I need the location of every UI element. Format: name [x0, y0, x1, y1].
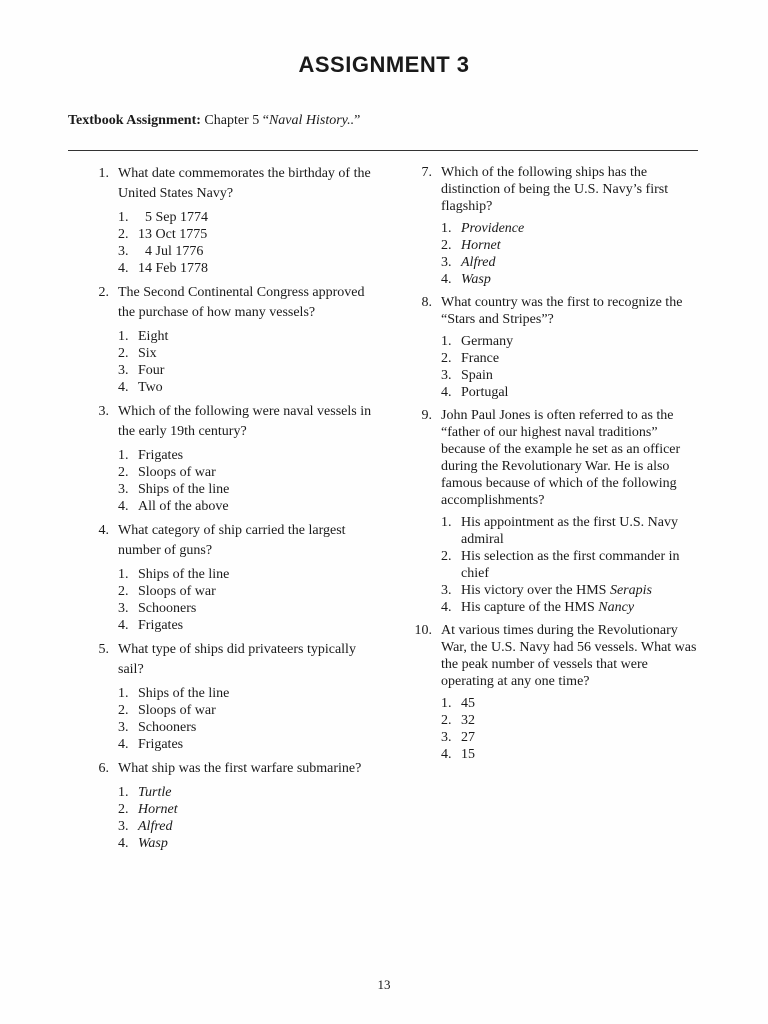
option-text-main: Ships of the line [138, 482, 230, 497]
answer-options [441, 333, 702, 401]
question-stem [87, 521, 377, 561]
question-stem [87, 759, 377, 779]
option-text-main: Frigates [138, 737, 184, 752]
answer-option [441, 333, 702, 350]
option-text-main: Spain [461, 368, 493, 383]
question-item [87, 283, 377, 396]
answer-option [441, 729, 702, 746]
answer-options [118, 566, 377, 634]
answer-option [118, 464, 377, 481]
left-column [87, 164, 377, 858]
option-number: 2. [441, 713, 452, 728]
option-text-italic: Serapis [609, 583, 652, 598]
option-text [461, 746, 475, 763]
option-number: 1. [441, 696, 452, 711]
option-text-main: Two [138, 380, 163, 395]
answer-option [441, 367, 702, 384]
answer-option [118, 260, 377, 277]
option-text-main: 27 [461, 730, 475, 745]
option-number: 4. [118, 618, 129, 633]
answer-option [441, 548, 702, 582]
option-number: 1. [441, 334, 452, 349]
option-text [138, 209, 208, 226]
option-number: 2. [441, 238, 452, 253]
answer-options [441, 695, 702, 763]
answer-options [118, 328, 377, 396]
answer-option [118, 801, 377, 818]
option-text [138, 818, 172, 835]
question-stem [87, 402, 377, 442]
question-text: What date commemorates the birthday of the United States Navy? [118, 166, 371, 201]
option-text-main: Wasp [461, 272, 491, 287]
option-number: 4. [441, 747, 452, 762]
answer-option [118, 566, 377, 583]
option-text [461, 271, 491, 288]
option-text-main: Alfred [138, 819, 173, 834]
question-item [87, 402, 377, 515]
answer-options [118, 784, 377, 852]
question-stem [87, 283, 377, 323]
answer-option [441, 254, 702, 271]
answer-option [118, 243, 377, 260]
question-text: What country was the first to recognize the “Stars and Stripes”? [441, 295, 683, 327]
option-number: 4. [118, 836, 129, 851]
option-number: 3. [118, 363, 129, 378]
option-text [461, 367, 493, 384]
answer-option [118, 209, 377, 226]
option-text [138, 379, 163, 396]
question-number: 9. [421, 408, 432, 423]
option-text [461, 582, 652, 599]
answer-option [441, 582, 702, 599]
answer-option [441, 712, 702, 729]
answer-options [118, 685, 377, 753]
question-text: Which of the following ships has the distinction of being the U.S. Navy’s first flagship? [441, 165, 669, 214]
answer-options [441, 514, 702, 616]
answer-option [441, 746, 702, 763]
option-text [138, 498, 229, 515]
option-text-main: Ships of the line [138, 567, 230, 582]
option-text-main: 45 [461, 696, 475, 711]
option-text-main: Frigates [138, 618, 184, 633]
option-number: 1. [118, 210, 129, 225]
answer-option [118, 481, 377, 498]
option-number: 3. [118, 819, 129, 834]
option-number: 2. [118, 227, 129, 242]
option-number: 1. [441, 221, 452, 236]
question-number: 4. [98, 523, 109, 538]
option-text-main: Schooners [138, 720, 197, 735]
question-text: What ship was the first warfare submarine? [118, 761, 362, 776]
question-stem [87, 640, 377, 680]
option-text [138, 583, 216, 600]
question-item [87, 759, 377, 852]
answer-option [118, 818, 377, 835]
question-item [410, 294, 702, 401]
option-number: 4. [441, 600, 452, 615]
option-text [138, 260, 208, 277]
option-text-main: All of the above [138, 499, 229, 514]
option-number: 2. [118, 802, 129, 817]
option-number: 3. [441, 730, 452, 745]
option-number: 1. [118, 448, 129, 463]
question-stem [410, 294, 702, 328]
question-text: What type of ships did privateers typically sail? [118, 642, 356, 677]
option-text [461, 599, 634, 616]
option-text-main: His selection as the first commander in chief [461, 549, 683, 581]
option-text-main: Hornet [461, 238, 501, 253]
option-text [138, 464, 216, 481]
question-number: 7. [421, 165, 432, 180]
page-title: ASSIGNMENT 3 [298, 52, 470, 77]
option-text-main: Turtle [138, 785, 172, 800]
option-text [138, 685, 229, 702]
option-text [138, 566, 229, 583]
question-number: 8. [421, 295, 432, 310]
answer-option [118, 835, 377, 852]
option-number: 4. [118, 380, 129, 395]
question-item [87, 164, 377, 277]
option-number: 1. [118, 785, 129, 800]
option-text [138, 481, 229, 498]
answer-option [441, 220, 702, 237]
option-text [138, 784, 171, 801]
option-number: 4. [118, 737, 129, 752]
option-text [138, 447, 183, 464]
option-text-main: 5 Sep 1774 [138, 210, 208, 225]
question-stem [410, 622, 702, 690]
answer-option [118, 784, 377, 801]
option-text [138, 345, 157, 362]
option-number: 3. [441, 255, 452, 270]
option-text-main: France [461, 351, 500, 366]
answer-option [118, 583, 377, 600]
option-text [138, 226, 207, 243]
option-text-main: 14 Feb 1778 [138, 261, 208, 276]
option-text [138, 600, 196, 617]
option-text-main: Providence [461, 221, 525, 236]
option-text [138, 801, 178, 818]
option-text-main: Hornet [138, 802, 178, 817]
answer-option [441, 237, 702, 254]
option-number: 4. [118, 499, 129, 514]
horizontal-divider [68, 150, 698, 151]
option-number: 1. [118, 567, 129, 582]
question-text: At various times during the Revolutionary War, the U.S. Navy had 56 vessels. What was the peak number of vessels that were operating at any one time? [441, 623, 697, 689]
answer-option [118, 328, 377, 345]
option-text-main: Four [138, 363, 165, 378]
question-stem [87, 164, 377, 204]
option-number: 1. [118, 329, 129, 344]
option-text-main: Frigates [138, 448, 184, 463]
option-text-main: Eight [138, 329, 169, 344]
option-text [461, 695, 475, 712]
textbook-assignment [68, 113, 360, 129]
option-number: 3. [441, 368, 452, 383]
option-text [138, 719, 196, 736]
option-text-main: Germany [461, 334, 514, 349]
option-number: 3. [118, 601, 129, 616]
option-number: 2. [118, 465, 129, 480]
option-text [138, 243, 203, 260]
answer-option [118, 226, 377, 243]
answer-option [118, 736, 377, 753]
question-stem [410, 164, 702, 215]
answer-option [441, 599, 702, 616]
option-text-main: Sloops of war [138, 584, 216, 599]
question-text: What category of ship carried the largest number of guns? [118, 523, 346, 558]
question-number: 1. [98, 166, 109, 181]
answer-option [118, 719, 377, 736]
option-number: 2. [441, 549, 452, 564]
option-text-main: Six [138, 346, 157, 361]
option-text-main: 13 Oct 1775 [138, 227, 208, 242]
answer-option [118, 447, 377, 464]
answer-option [118, 345, 377, 362]
option-text [138, 736, 183, 753]
option-text [138, 702, 216, 719]
option-number: 2. [118, 346, 129, 361]
option-text [461, 729, 475, 746]
question-text: Which of the following were naval vessels in the early 19th century? [118, 404, 372, 439]
option-number: 4. [441, 385, 452, 400]
answer-options [441, 220, 702, 288]
option-text [461, 350, 499, 367]
option-text [461, 712, 475, 729]
answer-options [118, 209, 377, 277]
question-number: 3. [98, 404, 109, 419]
question-item [410, 164, 702, 288]
answer-option [118, 362, 377, 379]
question-item [410, 622, 702, 763]
option-text-main: 4 Jul 1776 [138, 244, 204, 259]
option-number: 1. [441, 515, 452, 530]
assignment-text-prefix: Chapter 5 “ [204, 113, 269, 128]
answer-option [118, 617, 377, 634]
answer-option [118, 600, 377, 617]
question-stem [410, 407, 702, 509]
option-text [138, 835, 168, 852]
option-text-main: His appointment as the first U.S. Navy admiral [461, 515, 682, 547]
option-text [138, 617, 183, 634]
option-text-main: 32 [461, 713, 475, 728]
option-text [461, 237, 501, 254]
question-item [87, 640, 377, 753]
answer-option [118, 685, 377, 702]
answer-option [441, 350, 702, 367]
answer-option [118, 379, 377, 396]
option-number: 2. [118, 584, 129, 599]
assignment-text-italic: Naval History.. [268, 113, 355, 128]
answer-options [118, 447, 377, 515]
answer-option [118, 498, 377, 515]
assignment-label: Textbook Assignment: [68, 113, 201, 128]
option-number: 2. [118, 703, 129, 718]
question-text: John Paul Jones is often referred to as the “father of our highest naval traditions” because of the example he set as an officer during the Revolutionary War. He is also famous because of which of the following accomplishments? [441, 408, 681, 508]
option-number: 4. [441, 272, 452, 287]
answer-option [441, 271, 702, 288]
question-text: The Second Continental Congress approved the purchase of how many vessels? [118, 285, 365, 320]
answer-option [441, 384, 702, 401]
answer-option [441, 514, 702, 548]
option-number: 3. [441, 583, 452, 598]
option-number: 3. [118, 244, 129, 259]
answer-option [118, 702, 377, 719]
option-text-main: Sloops of war [138, 703, 216, 718]
question-item [410, 407, 702, 616]
option-text [461, 333, 513, 350]
option-text-main: Ships of the line [138, 686, 230, 701]
assignment-text-suffix: ” [354, 113, 361, 128]
option-text [461, 220, 524, 237]
page-number: 13 [377, 977, 391, 992]
option-text [138, 362, 164, 379]
option-number: 3. [118, 720, 129, 735]
option-text-main: 15 [461, 747, 475, 762]
question-number: 6. [98, 761, 109, 776]
option-text-main: Alfred [461, 255, 496, 270]
option-text [461, 548, 702, 582]
option-text-main: His victory over the HMS [461, 583, 610, 598]
option-text-main: Wasp [138, 836, 168, 851]
question-number: 10. [414, 623, 432, 638]
option-text-italic: Nancy [598, 600, 635, 615]
question-item [87, 521, 377, 634]
option-number: 1. [118, 686, 129, 701]
option-text-main: Portugal [461, 385, 509, 400]
option-text-main: Schooners [138, 601, 197, 616]
option-text [461, 514, 702, 548]
right-column [410, 164, 702, 769]
option-text-main: Sloops of war [138, 465, 216, 480]
answer-option [441, 695, 702, 712]
option-text [461, 384, 508, 401]
option-text [138, 328, 168, 345]
question-number: 5. [98, 642, 109, 657]
option-text-main: His capture of the HMS [461, 600, 599, 615]
option-number: 2. [441, 351, 452, 366]
option-number: 4. [118, 261, 129, 276]
option-text [461, 254, 495, 271]
question-number: 2. [98, 285, 109, 300]
option-number: 3. [118, 482, 129, 497]
